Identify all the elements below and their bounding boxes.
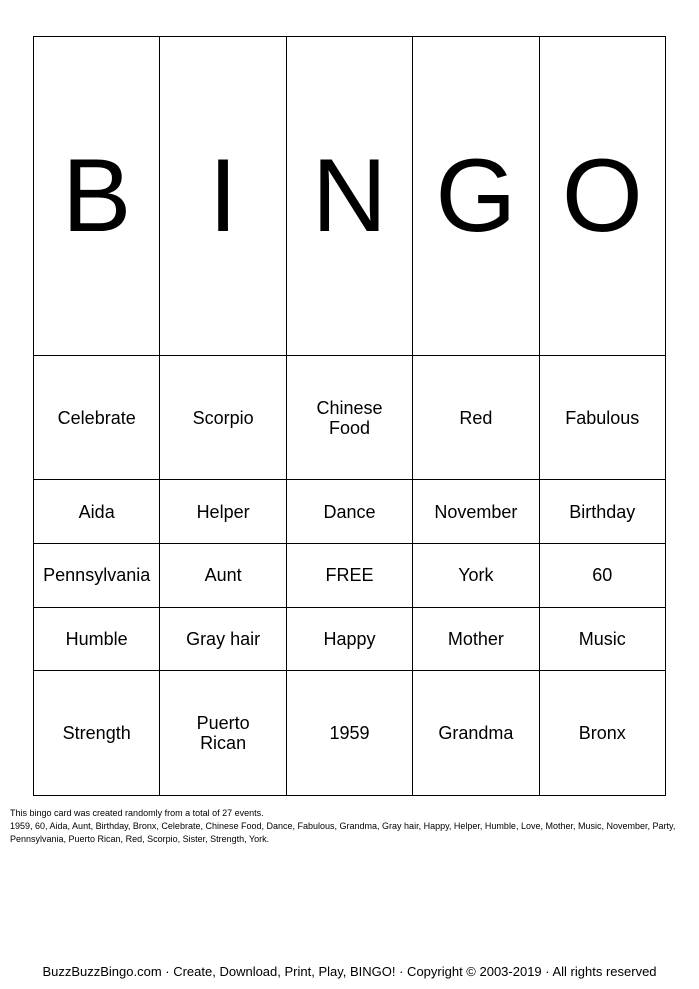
bingo-cell-text: Gray hair xyxy=(186,629,261,650)
bingo-cell-text: Music xyxy=(578,629,626,650)
bingo-cell-text: Celebrate xyxy=(57,407,136,428)
bingo-cell xyxy=(413,671,539,796)
bingo-cell xyxy=(34,543,160,607)
bingo-cell-text: Puerto Rican xyxy=(196,713,250,754)
bingo-cell-text: Happy xyxy=(323,629,376,650)
bingo-cell-text: Aida xyxy=(78,501,115,522)
bingo-cell-text: 1959 xyxy=(329,723,370,744)
bingo-cell-text: Chinese Food xyxy=(316,397,383,438)
bingo-card xyxy=(33,36,666,796)
bingo-cell xyxy=(413,543,539,607)
bingo-cell xyxy=(160,671,286,796)
bingo-cell xyxy=(286,355,412,479)
bingo-cell-text: Aunt xyxy=(204,565,242,586)
bingo-cell xyxy=(539,355,665,479)
bingo-cell xyxy=(160,480,286,544)
bingo-cell xyxy=(34,480,160,544)
bingo-header-row xyxy=(34,37,666,356)
bingo-header-letter: O xyxy=(539,37,665,356)
bingo-cell-text: Fabulous xyxy=(565,407,640,428)
bingo-cell xyxy=(286,671,412,796)
bingo-cell-text: Birthday xyxy=(569,501,636,522)
bingo-cell-text: Scorpio xyxy=(192,407,254,428)
bingo-cell-text: Mother xyxy=(447,629,504,650)
bingo-header-letter: B xyxy=(34,37,160,356)
bingo-cell-text: York xyxy=(458,565,494,586)
bingo-cell xyxy=(539,671,665,796)
bingo-cell-text: 60 xyxy=(592,565,613,586)
bingo-cell-text: Pennsylvania xyxy=(43,565,151,586)
bingo-cell xyxy=(34,671,160,796)
bingo-cell xyxy=(413,480,539,544)
bingo-cell-text: Dance xyxy=(323,501,376,522)
bingo-row xyxy=(34,480,666,544)
bingo-cell xyxy=(539,480,665,544)
bingo-cell xyxy=(34,607,160,671)
bingo-header-letter: G xyxy=(413,37,539,356)
bingo-cell xyxy=(286,607,412,671)
bingo-cell xyxy=(413,607,539,671)
bingo-cell xyxy=(539,543,665,607)
bingo-cell xyxy=(160,355,286,479)
bingo-row xyxy=(34,543,666,607)
bingo-cell-text: FREE xyxy=(325,565,374,586)
bingo-cell xyxy=(34,355,160,479)
bingo-cell-text: November xyxy=(434,501,518,522)
bingo-free-cell xyxy=(286,543,412,607)
bingo-cell-text: Humble xyxy=(65,629,128,650)
card-info-summary: This bingo card was created randomly from a total of 27 events. xyxy=(10,808,264,818)
card-info xyxy=(10,807,694,846)
page-footer: BuzzBuzzBingo.com · Create, Download, Print, Play, BINGO! · Copyright © 2003-2019 · All rights reserved xyxy=(42,964,657,979)
bingo-cell-text: Red xyxy=(459,407,493,428)
bingo-cell xyxy=(539,607,665,671)
bingo-cell xyxy=(160,607,286,671)
bingo-header-letter: I xyxy=(160,37,286,356)
bingo-row xyxy=(34,607,666,671)
bingo-cell-text: Bronx xyxy=(578,723,626,744)
card-info-event-list: 1959, 60, Aida, Aunt, Birthday, Bronx, Celebrate, Chinese Food, Dance, Fabulous, Grandma, Gray hair, Happy, Helper, Humble, Love, Mother, Music, November, Party, Pennsylvania, Puerto Rican, Red, Scorpio, Sister, Strength, York. xyxy=(10,821,676,844)
bingo-cell-text: Strength xyxy=(62,723,131,744)
bingo-row xyxy=(34,355,666,479)
bingo-cell-text: Grandma xyxy=(438,723,514,744)
bingo-row xyxy=(34,671,666,796)
bingo-cell xyxy=(413,355,539,479)
bingo-header-letter: N xyxy=(286,37,412,356)
bingo-cell-text: Helper xyxy=(196,501,250,522)
bingo-cell xyxy=(286,480,412,544)
bingo-cell xyxy=(160,543,286,607)
